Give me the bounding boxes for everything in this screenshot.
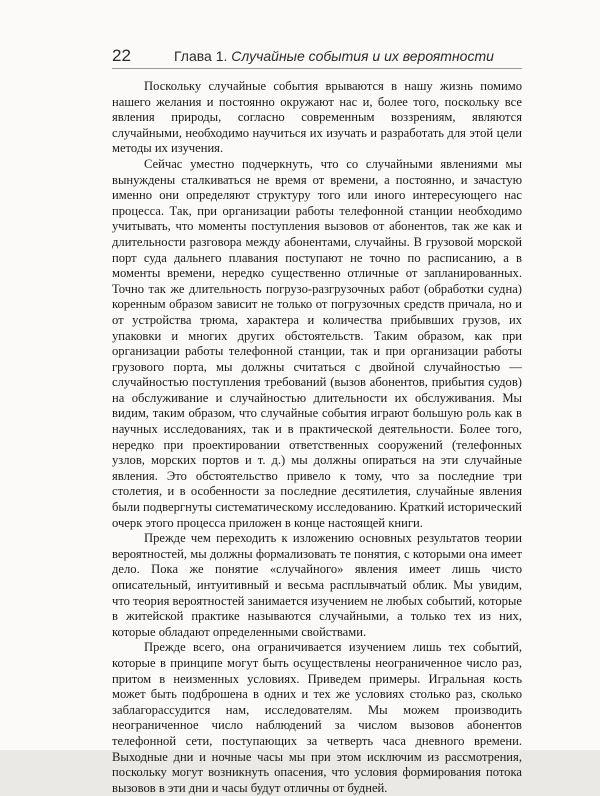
- chapter-heading: [174, 48, 494, 64]
- page-number: 22: [112, 46, 131, 65]
- running-header: [112, 46, 522, 68]
- header-rule: [112, 68, 522, 69]
- paragraph-2: Сейчас уместно подчеркнуть, что со случайными явлениями мы вынуждены сталкиваться не время от времени, а постоянно, и зачастую именно они определяют структуру того или иного интересующего нас процесса. Так, при организации работы телефонной станции необходимо учитывать, что моменты поступления вызовов от абонентов, так же как и длительности разговора между абонентами, случайны. В грузовой морской порт суда дальнего плавания поступают не точно по расписанию, а в моменты времени, нередко существенно отличные от запланированных. Точно так же длительность погрузо-разгрузочных работ (обработки судна) коренным образом зависит не только от погрузочных средств причала, но и от устройства трюма, характера и количества прибывших грузов, их упаковки и многих других обстоятельств. Таким образом, как при организации работы телефонной станции, так и при организации работы грузового порта, мы должны считаться с двойной случайностью — случайностью поступления требований (вызов абонентов, прибытия судов) на обслуживание и случайностью длительности их обслуживания. Мы видим, таким образом, что случайные события играют большую роль как в научных исследованиях, так и в практической деятельности. Более того, нередко при проектировании ответственных сооружений (телефонных узлов, морских портов и т. д.) мы должны опираться на эти случайные явления. Это обстоятельство привело к тому, что за последние три столетия, и в особенности за последние десятилетия, случайные явления были подвергнуты систематическому исследованию. Краткий исторический очерк этого процесса приложен в конце настоящей книги.: [112, 156, 522, 530]
- body-text: [112, 79, 522, 796]
- paragraph-4: Прежде всего, она ограничивается изучением лишь тех событий, которые в принципе могут быть осуществлены неограниченное число раз, притом в неизменных условиях. Приведем примеры. Игральная кость может быть подброшена в одних и тех же условиях столько раз, сколько заблагорассудится нам, исследователям. Мы можем производить неограниченное число наблюдений за числом вызовов абонентов телефонной сети, поступающих за четверть часа дневного времени. Выходные дни и ночные часы мы при этом исключим из рассмотрения, поскольку могут возникнуть опасения, что условия формирования потока вызовов в эти дни и часы будут отличны от будней.: [112, 640, 522, 795]
- chapter-title: Случайные события и их вероятности: [231, 48, 494, 64]
- chapter-label: Глава 1.: [174, 48, 228, 64]
- paragraph-1: Поскольку случайные события врываются в нашу жизнь помимо нашего желания и постоянно окружают нас и, более того, поскольку все явления природы, согласно современным воззрениям, являются случайными, необходимо научиться их изучать и разработать для этой цели методы их изучения.: [112, 79, 522, 156]
- paragraph-3: Прежде чем переходить к изложению основных результатов теории вероятностей, мы должны формализовать те понятия, с которыми она имеет дело. Пока же понятие «случайного» явления имеет лишь чисто описательный, интуитивный и весьма расплывчатый облик. Мы увидим, что теория вероятностей занимается изучением не любых событий, которые в житейской практике называются случайными, а только тех из них, которые обладают определенными свойствами.: [112, 531, 522, 639]
